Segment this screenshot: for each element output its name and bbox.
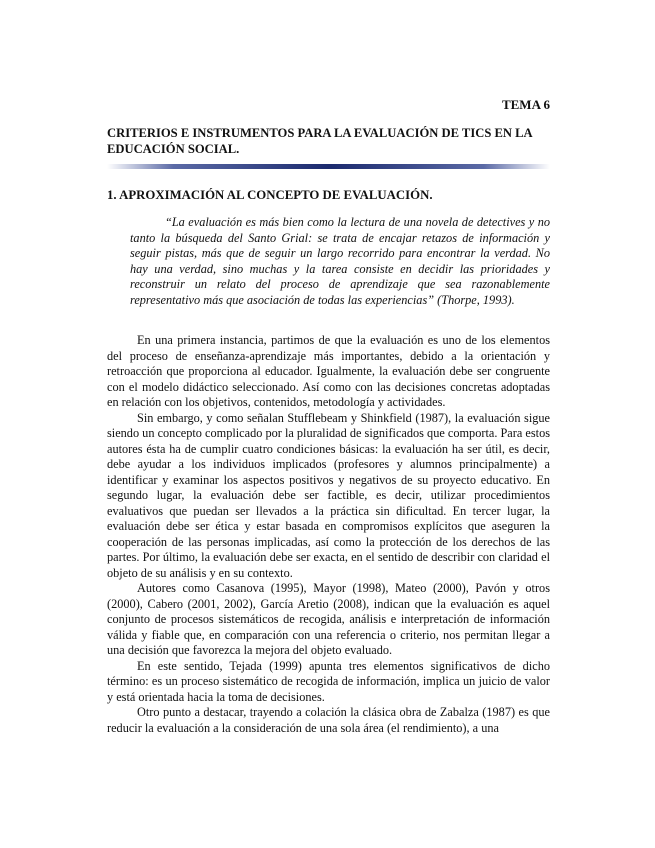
document-title: CRITERIOS E INSTRUMENTOS PARA LA EVALUACIÓN DE TICS EN LA EDUCACIÓN SOCIAL.	[107, 126, 532, 156]
epigraph-quote: “La evaluación es más bien como la lectura de una novela de detectives y no tanto la búsqueda del Santo Grial: se trata de encajar retazos de información y seguir pistas, más que de seguir un largo recorrido para encontrar la verdad. No hay una verdad, sino muchas y la tarea consiste en decidir las prioridades y reconstruir un relato del proceso de aprendizaje que sea razonablemente representativo más que asociación de todas las experiencias” (Thorpe, 1993).	[130, 215, 550, 307]
section-heading: 1. APROXIMACIÓN AL CONCEPTO DE EVALUACIÓN.	[107, 188, 433, 202]
body-text	[107, 333, 550, 736]
paragraph: En este sentido, Tejada (1999) apunta tres elementos significativos de dicho término: es un proceso sistemático de recogida de información, implica un juicio de valor y está orientada hacia la toma de decisiones.	[107, 658, 550, 704]
paragraph: Sin embargo, y como señalan Stufflebeam y Shinkfield (1987), la evaluación sigue siendo un concepto complicado por la pluralidad de significados que comporta. Para estos autores ésta ha de cumplir cuatro condiciones básicas: la evaluación ha ser útil, es decir, debe ayudar a los individuos implicados (profesores y alumnos principalmente) a identificar y examinar los aspectos positivos y negativos de su proyecto educativo. En segundo lugar, la evaluación debe ser factible, es decir, utilizar procedimientos evaluativos que puedan ser llevados a la práctica sin dificultad. En tercer lugar, la evaluación debe ser ética y estar basada en compromisos explícitos que aseguren la cooperación de las personas implicadas, así como la protección de los derechos de las partes. Por último, la evaluación debe ser exacta, en el sentido de describir con claridad el objeto de su análisis y en su contexto.	[107, 410, 550, 580]
title-divider	[107, 164, 550, 169]
chapter-label: TEMA 6	[501, 97, 550, 112]
paragraph: Autores como Casanova (1995), Mayor (1998), Mateo (2000), Pavón y otros (2000), Cabero (2001, 2002), García Aretio (2008), indican que la evaluación es aquel conjunto de procesos sistemáticos de recogida, análisis e interpretación de información válida y fiable que, en comparación con una referencia o criterio, nos permitan llegar a una decisión que favorezca la mejora del objeto evaluado.	[107, 581, 550, 657]
paragraph: En una primera instancia, partimos de que la evaluación es uno de los elementos del proceso de enseñanza-aprendizaje más importantes, debido a la orientación y retroacción que proporciona al educador. Igualmente, la evaluación debe ser congruente con el modelo didáctico seleccionado. Así como con las decisiones concretas adoptadas en relación con los objetivos, contenidos, metodología y actividades.	[107, 333, 550, 409]
paragraph: Otro punto a destacar, trayendo a colación la clásica obra de Zabalza (1987) es que reducir la evaluación a la consideración de una sola área (el rendimiento), a una	[107, 705, 550, 735]
